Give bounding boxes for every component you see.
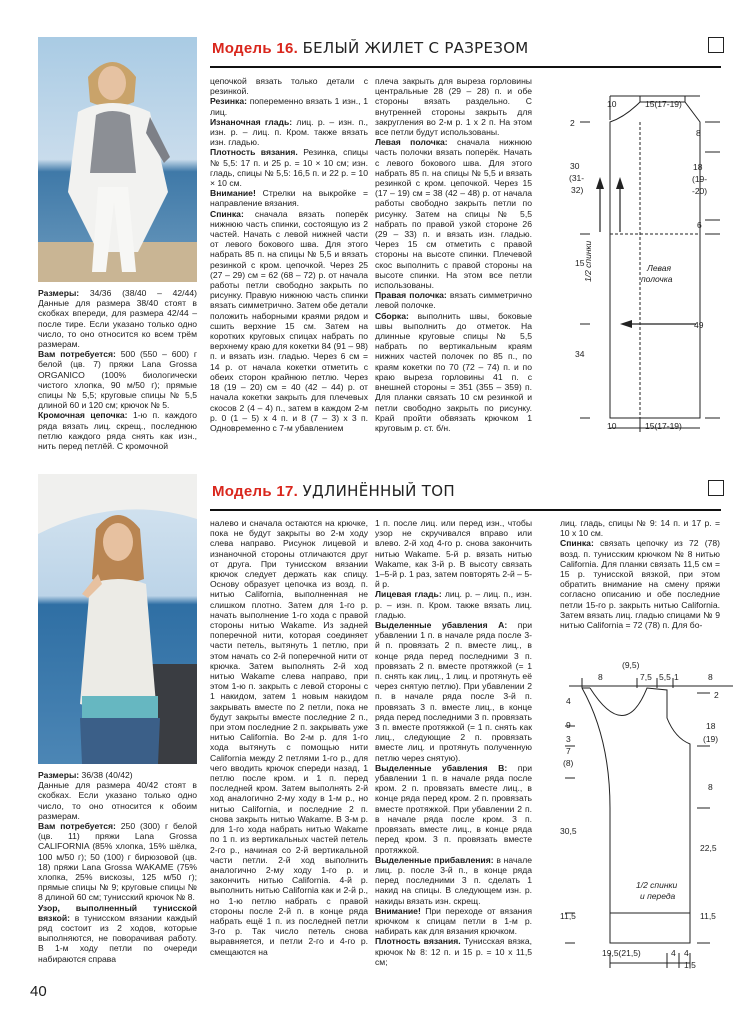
d16-left-15: 15 — [575, 258, 585, 268]
d17-top-75: 7,5 — [640, 672, 652, 682]
paragraph-text: Стрелки на выкройке = направление вязания. — [210, 188, 368, 209]
d17-half-2: и переда — [640, 891, 676, 901]
paragraph-text: Тунисская вязка, крючок № 8: 12 п. и 15 р. = 10 х 11,5 см; — [375, 936, 532, 967]
d17-top-95: (9,5) — [622, 660, 640, 670]
d17-bot-195: 19,5(21,5) — [602, 948, 641, 958]
paragraph — [38, 770, 197, 780]
paragraph-heading: Сборка: — [375, 310, 409, 321]
d17-right-8: 8 — [708, 782, 713, 792]
paragraph-text: сначала нижнюю часть полочки вязать поперёк. Начать с левого бокового шва. Для этого набрать 85 п. на спицы № 5,5 и вязать резинкой с кром. цепочкой. Через 15 (17 – 19) см = 38 (42 – 48) р. от начала работы свободно закрыть петли по рисунку. Затем на спицы № 5,5 набрать по правой узкой стороне 26 (29 – 33) п. и вязать изн. гладью. Через 15 см отметить с правой стороны на высоте спинки. Плечевой скос выполнить с правой стороны на высоте спинки. На этом все петли использованы. — [375, 137, 532, 291]
model17-number: Модель 17. — [212, 483, 299, 500]
paragraph-text: 34/36 (38/40 – 42/44) Данные для размера 38/40 стоят в скобках впереди, для размера 42/44 – после тире. Если указано только одно число, то оно относится ко всем трём размерам. — [38, 288, 197, 350]
d16-right-18: 18 — [693, 162, 703, 172]
paragraph-text: сначала вязать поперёк нижнюю часть спинки, состоящую из 2 частей. Начать с левой нижней части от левого бокового шва. Для этого набрать 85 п. на спицы № 5,5 и вязать резинкой с кром. цепочкой. Через 25 (27 – 29) см = 62 (68 – 72) р. от начала работы петли свободно закрыть по рисунку. Правую нижнюю часть спинки вязать симметрично. Затем обе детали положить наборными краями рядом и сшить верхние 15 см. Затем на коротких круговых спицах набрать по верхнему краю для кокетки 84 (91 – 98) п. и вязать изн. гладью. Через 6 см = 14 р. от начала кокетки отметить с обеих сторон крайнюю петлю. Через 18 (19 – 20) см = 40 (42 – 44) р. от начала кокетки закрыть для плечевых скосов 2 (4 – 4) п., затем в каждом 2-м р. 0 (1 – 5) х 4 п. и 8 (7 – 3) х 3 п. Одновременно с 7-м убавлением — [210, 208, 368, 433]
paragraph — [210, 117, 368, 148]
paragraph — [210, 147, 368, 188]
paragraph-heading: Резинка: — [210, 96, 247, 107]
paragraph-heading: Лицевая гладь: — [375, 589, 442, 600]
model16-col2 — [210, 76, 368, 433]
d17-bot-4a: 4 — [671, 948, 676, 958]
paragraph — [210, 96, 368, 116]
paragraph — [560, 518, 720, 538]
paragraph — [210, 209, 368, 433]
page-number: 40 — [30, 983, 47, 1000]
paragraph — [375, 518, 532, 589]
paragraph-heading: Размеры: — [38, 288, 80, 298]
d17-right-19: (19) — [703, 734, 719, 744]
paragraph-heading: Левая полочка: — [375, 137, 448, 148]
d16-left-32: 32) — [571, 185, 584, 195]
model17-header — [208, 480, 723, 512]
model16-col1 — [38, 288, 197, 451]
model16-photo — [38, 37, 197, 282]
paragraph-text: Резинка, спицы № 5,5: 17 п. и 25 р. = 10 × 10 см; изн. гладь, спицы № 5,5: 16,5 п. и 22 р. = 10 × 10 см. — [210, 147, 369, 189]
d17-left-8: (8) — [563, 758, 574, 768]
paragraph-heading: Вам потребуется: — [38, 821, 116, 832]
paragraph-heading: Спинка: — [560, 538, 594, 549]
paragraph-heading: Изнаночная гладь: — [210, 116, 293, 127]
paragraph-heading: Выделенные прибавления: — [375, 854, 494, 865]
paragraph-heading: Размеры: — [38, 770, 80, 780]
paragraph-heading: Кромочная цепочка: — [38, 410, 128, 421]
d17-left-115: 11,5 — [560, 911, 576, 921]
paragraph-text: в начале лиц. р. после 3-й п., в конце ряда перед последними 3 п. сделать 1 накид на спицы. В следующем изн. р. накиды вязать изн. скрещ. — [375, 854, 532, 906]
paragraph — [38, 821, 197, 903]
paragraph — [375, 855, 532, 906]
paragraph — [375, 76, 532, 137]
paragraph-text: 500 (550 – 600) г белой (цв. 7) пряжи Lana Grossa ORGANICO (100% биологически чистого хлопка, 90 м/50 г); прямые спицы № 5,5; круговые спицы № 5,5 длиной 60 и 120 см; крючок № 5. — [38, 349, 198, 411]
d17-half-1: 1/2 спинки — [636, 880, 678, 890]
header-square — [708, 480, 724, 496]
paragraph — [210, 188, 368, 208]
model17-col1 — [38, 770, 197, 964]
d17-left-9: 9 — [566, 720, 571, 730]
d16-bot-10: 10 — [607, 421, 617, 431]
paragraph-text: при убавлении 1 п. в начале ряда после кром. 2 п. провязать вместе лиц., в конце ряда перед кром. 2 п. провязать вместе протяжкой. При убавлении 2 п. в начале ряда после кром. 3 п. провязать вместе лиц., в конце ряда перед кром. 3 п. провязать вместе протяжкой. — [375, 762, 532, 855]
model17-heading — [212, 482, 455, 500]
paragraph-heading: Плотность вязания. — [210, 147, 298, 158]
paragraph — [375, 620, 532, 763]
model16-title: БЕЛЫЙ ЖИЛЕТ С РАЗРЕЗОМ — [302, 39, 529, 57]
paragraph-text: при убавлении 1 п. в начале ряда после 3-й п. провязать 2 п. вместе лиц., в конце ряда перед последними 3 п. провязать 2 п. вместе протяжкой (= 1 п. снять как лиц., 1 лиц. и протянуть её через снятую петлю). При убавлении 2 п. в начале ряда после 3-й п. провязать 3 п. вместе лиц., в конце ряда перед последними 3 п. провязать 3 п. вместе протяжкой (= 1 п. снять как лиц., следующие 2 п. провязать вместе лиц. и протянуть полученную петлю через снятую). — [375, 620, 532, 763]
paragraph-text: лиц. гладь, спицы № 9: 14 п. и 17 р. = 10 х 10 см. — [560, 518, 720, 539]
paragraph — [38, 288, 197, 349]
d16-left-30: 30 — [570, 161, 580, 171]
model16-col3 — [375, 76, 532, 433]
paragraph-text: в тунисском вязании каждый ряд состоит из 2 ходов, которые выполняются, не поворачивая работу. В 1-м ходу петли по очереди набираются справа — [38, 912, 197, 964]
paragraph — [375, 137, 532, 290]
d16-left-31: (31- — [569, 173, 585, 183]
paragraph — [375, 936, 532, 967]
paragraph-heading: Внимание! — [375, 905, 421, 916]
d16-top-10: 10 — [607, 99, 617, 109]
model17-col4 — [560, 518, 720, 630]
paragraph-text: 250 (300) г белой (цв. 11) пряжи Lana Grossa CALIFORNIA (85% хлопка, 15% шёлка, 100 м/50 г); 50 (100) г бирюзовой (цв. 18) пряжи Lana Grossa WAKAME (75% хлопка, 25% вискозы, 125 м/50 г); прямые спицы № 9; круговые спицы № 8 длиной 60 см; тунисский крючок № 8. — [38, 821, 197, 903]
paragraph-text: 1 п. после лиц. или перед изн., чтобы узор не скручивался вправо или влево. 2-й ход 4-го р. снова закончить нитью Wakame. 5-й р. вязать нитью Wakame, как 3-й р. В высоту связать 1–5-й р. 1 раз, затем повторять 2-й – 5-й р. — [375, 518, 532, 590]
d17-bot-15: 1,5 — [684, 960, 696, 970]
paragraph-text: лиц. р. – изн. п., изн. р. – лиц. п. Кром. также вязать изн. гладью. — [210, 116, 368, 148]
d17-top-1: 1 — [674, 672, 679, 682]
paragraph-text: связать цепочку из 72 (78) возд. п. тунисским крючком № 8 нитью California. Для планки связать 11,5 см = 15 р. тунисской вязкой, при этом обратить внимание на смену пряжи согласно описанию и обе последние петли 15-го р. закрыть нитью California. Затем вязать лиц. гладью спицами № 9 нитью California = 72 (78) п. Для бо- — [560, 538, 720, 631]
paragraph — [38, 780, 197, 821]
d16-right-19: (19- — [692, 174, 708, 184]
paragraph-text: плеча закрыть для выреза горловины центральные 28 (29 – 28) п. и обе стороны вязать раздельно. С внутренней стороны закрыть для закругления во 2-м р. 1 х 2 п. На этом все петли будут использованы. — [375, 76, 532, 138]
d16-top-15: 15(17-19) — [645, 99, 682, 109]
d16-left-34: 34 — [575, 349, 585, 359]
d17-right-2: 2 — [714, 690, 719, 700]
d16-bot-15: 15(17-19) — [645, 421, 682, 431]
pattern-outline — [582, 688, 690, 943]
model17-title: УДЛИНЁННЫЙ ТОП — [302, 482, 455, 500]
paragraph — [38, 903, 197, 964]
paragraph-heading: Выделенные убавления А: — [375, 620, 508, 631]
paragraph-text: цепочкой вязать только детали с резинкой. — [210, 76, 368, 97]
model17-col3 — [375, 518, 532, 967]
model17-col2 — [210, 518, 368, 957]
d17-left-305: 30,5 — [560, 826, 577, 836]
d17-top-8b: 8 — [708, 672, 713, 682]
d17-right-225: 22,5 — [700, 843, 717, 853]
paragraph-heading: Спинка: — [210, 208, 244, 219]
pattern-outline — [610, 102, 703, 418]
d17-left-4: 4 — [566, 696, 571, 706]
model16-heading — [212, 39, 529, 57]
paragraph — [375, 589, 532, 620]
d17-top-8: 8 — [598, 672, 603, 682]
model16-number: Модель 16. — [212, 40, 299, 57]
paragraph-text: налево и сначала остаются на крючке, пока не будут закрыты во 2-м ходу слева направо. Рисунок лицевой и изнаночной стороны отличаются друг от друга. При тунисском вязании крючок следует держать как спицу. Основу образует цепочка из возд. п. нитью California, выполненная не слишком плотно. Затем для 1-го р. начать выполнение 1-го хода с правой стороны нитью Wakame. Из задней поперечной нити, которая соединяет части петель, вытянуть 1 петлю, при этом начать со 2-й поперечной нити от крючка. Затем выполнять 2-й ход нитью Wakame слева направо, при этом 1-ю п. закрыть с левой стороны с 1 накидом, затем 1 новым накидом закрывать вместе по 2 петли, пока не будут закрыты вместе последние 2 п., при этом последние 2 п. закрывать уже нитью California. Во 2-м р. для 1-го хода вытянуть с помощью нити California между 2 петлями 1-го р., для чего вводить крючок спереди назад, 1 петлю после кром. и 1 п. перед последней кром. Затем выполнять 2-й ход аналогично 2-му ходу в 1-м р., но нитью California, и последние 2 п. снова закрыть нитью Wakame. В 3-м р. для 1-го хода набрать нитью Wakame по 1 п. из вертикальных частей петель 2-го р., начиная со 2-й вертикальной части петли. 2-й ход выполнить аналогично 2-му ходу 1-го р. и закончить нитью California. 4-й р. выполнить нитью California как и 2-й р., но 1-ю петлю набрать с правой стороны после 2-й п. в конце ряда набрать ещё 1 п. из последней петли 3-го р. Так число петель снова выравняется, и петли 2-го и 4-го р. смещаются на — [210, 518, 368, 957]
d16-left-shelf-2: полочка — [641, 274, 673, 284]
paragraph-text: Данные для размера 40/42 стоят в скобках. Если указано только одно число, то оно относится к обоим размерам. — [38, 780, 197, 821]
d17-bot-4b: 4 — [684, 948, 689, 958]
paragraph-heading: Плотность вязания. — [375, 936, 461, 947]
paragraph-heading: Узор, выполненный тунисской вязкой: — [38, 902, 197, 923]
model16-header-rule — [210, 66, 721, 68]
paragraph — [375, 763, 532, 855]
model16-header — [208, 37, 723, 69]
paragraph — [560, 538, 720, 630]
paragraph-text: 1-ю п. каждого ряда вязать лиц. скрещ., последнюю петлю каждого ряда снять как изн., нить перед петлёй. С кромочной — [38, 410, 197, 452]
paragraph-heading: Внимание! — [210, 188, 256, 199]
d17-left-7: 7 — [566, 746, 571, 756]
paragraph-text: попеременно вязать 1 изн., 1 лиц. — [210, 96, 368, 117]
paragraph-heading: Правая полочка: — [375, 290, 447, 301]
d16-right-8: 8 — [696, 128, 701, 138]
d16-right-49: 49 — [694, 320, 704, 330]
paragraph-text: При переходе от вязания крючком к спицам петли в 1-м р. набирать как для вязания крючком. — [375, 905, 532, 937]
paragraph — [375, 906, 532, 937]
paragraph — [210, 76, 368, 96]
paragraph — [375, 311, 532, 433]
d17-right-18: 18 — [706, 721, 716, 731]
paragraph — [38, 349, 197, 410]
paragraph — [210, 518, 368, 957]
paragraph — [375, 290, 532, 310]
paragraph-text: выполнить швы, боковые швы выполнить до отметок. На длинные круговые спицы № 5,5 набрать по вертикальным краям нижних частей полочек по 85 п., по краям кокетки по 70 (72 – 74) п. и по краю выреза горловины 41 п. с внешней стороны = 351 (355 – 359) п. Для планки связать 10 см резинкой и петли свободно закрыть по рисунку. Край пройти обвязать крючком 1 круговым р. ст. б/н. — [375, 310, 532, 433]
paragraph-text: вязать симметрично левой полочке. — [375, 290, 532, 311]
d17-left-3: 3 — [566, 734, 571, 744]
d16-half-back: 1/2 спинки — [583, 240, 593, 282]
paragraph-heading: Выделенные убавления В: — [375, 762, 508, 773]
d16-left-2: 2 — [570, 118, 575, 128]
paragraph-text: 36/38 (40/42) — [79, 770, 133, 780]
model17-diagram — [555, 658, 735, 998]
d17-top-55: 5,5 — [659, 672, 671, 682]
paragraph-heading: Вам потребуется: — [38, 349, 116, 360]
paragraph — [38, 410, 197, 451]
d16-left-shelf-1: Левая — [647, 263, 672, 273]
d16-right-20: -20) — [692, 186, 708, 196]
header-square — [708, 37, 724, 53]
d16-right-6: 6 — [697, 220, 702, 230]
model17-photo — [38, 474, 197, 764]
paragraph-text: лиц. р. – лиц. п., изн. р. – изн. п. Кром. также вязать лиц. гладью. — [375, 589, 532, 620]
model17-header-rule — [210, 509, 721, 511]
d17-right-115: 11,5 — [700, 911, 716, 921]
